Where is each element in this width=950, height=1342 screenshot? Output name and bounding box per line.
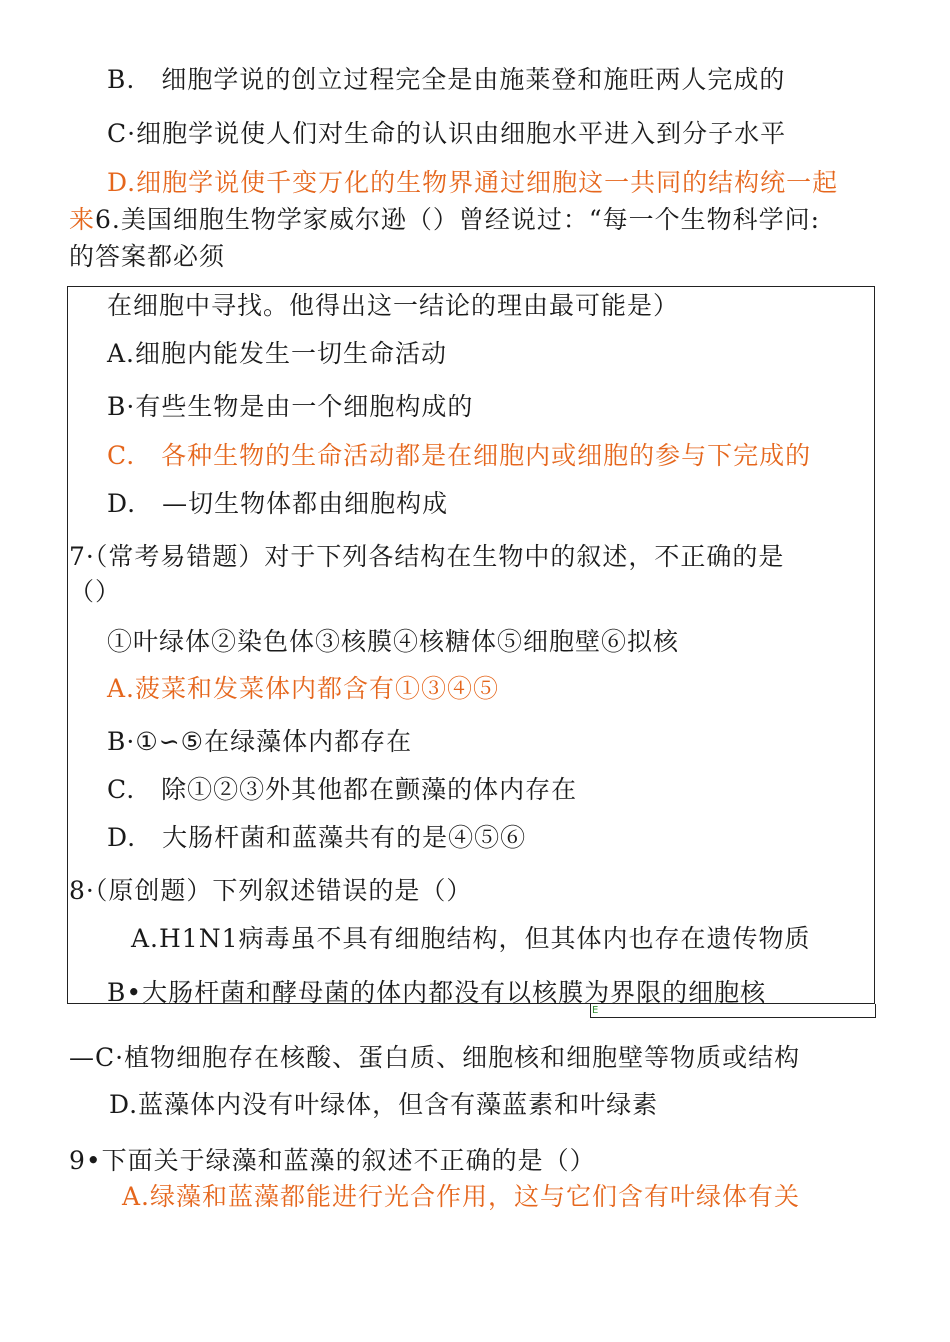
q7-option-a-answer: A.菠菜和发菜体内都含有①③④⑤ [107,674,500,703]
q5-option-c: C·细胞学说使人们对生命的认识由细胞水平进入到分子水平 [107,119,787,148]
q7-option-d: D. 大肠杆菌和蓝藻共有的是④⑤⑥ [107,823,527,852]
q9-stem-text: 9•下面关于绿藻和蓝藻的叙述不正确的是（） [69,1146,596,1175]
q6-stem-cont2: 在细胞中寻找。他得出这一结论的理由最可能是） [107,291,680,320]
q7-stem-paren: （） [69,577,122,606]
q7-option-b: B·①∽⑤在绿藻体内都存在 [107,727,413,756]
q7-stem: 7·（常考易错题）对于下列各结构在生物中的叙述，不正确的是 [69,542,785,571]
q8-option-d: D.蓝藻体内没有叶绿体，但含有藻蓝素和叶绿素 [109,1090,659,1119]
q6-stem-cont: 的答案都必须 [69,242,226,271]
q6-option-b: B·有些生物是由一个细胞构成的 [107,392,474,421]
q6-option-d: D. —切生物体都由细胞构成 [107,489,449,518]
q5-option-d-answer-end: 来 [69,205,96,234]
q6-stem: 6.美国细胞生物学家威尔逊（）曾经说过：“每一个生物科学问: [95,205,821,234]
q9-option-a-answer: A.绿藻和蓝藻都能进行光合作用，这与它们含有叶绿体有关 [122,1182,801,1211]
q5-option-b: B. 细胞学说的创立过程完全是由施莱登和施旺两人完成的 [107,65,786,94]
q5-option-d-answer: D.细胞学说使千变万化的生物界通过细胞这一共同的结构统一起 [107,168,839,197]
q6-option-c-answer: C. 各种生物的生命活动都是在细胞内或细胞的参与下完成的 [107,441,812,470]
q9-stem [69,1145,596,1177]
q8-option-a: A.H1N1病毒虽不具有细胞结构，但其体内也存在遗传物质 [131,924,811,953]
q8-option-c: —C·植物细胞存在核酸、蛋白质、细胞核和细胞壁等物质或结构 [69,1043,801,1072]
q8-option-b: B•大肠杆菌和酵母菌的体内都没有以核膜为界限的细胞核 [107,978,767,1007]
frame-tab-mark: E [592,1005,599,1016]
q7-option-c: C. 除①②③外其他都在颤藻的体内存在 [107,775,578,804]
q6-option-a: A.细胞内能发生一切生命活动 [107,339,448,368]
q8-stem: 8·（原创题）下列叙述错误的是（） [69,876,473,905]
q7-structure-list: ①叶绿体②染色体③核膜④核糖体⑤细胞壁⑥拟核 [107,627,680,656]
